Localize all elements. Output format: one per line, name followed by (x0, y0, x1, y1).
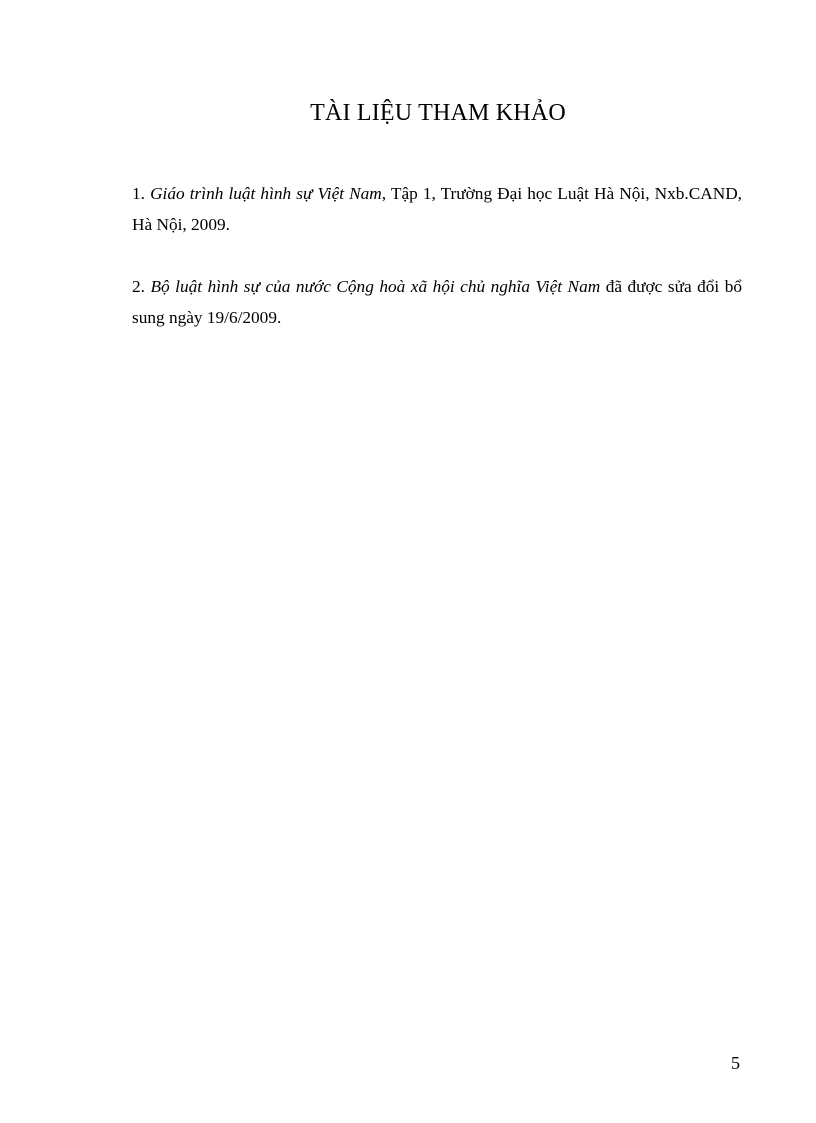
reference-title: Bộ luật hình sự của nước Cộng hoà xã hội chủ nghĩa Việt Nam (150, 277, 601, 296)
page-title: TÀI LIỆU THAM KHẢO (310, 100, 566, 126)
reference-list (132, 178, 742, 364)
reference-number: 1. (132, 184, 145, 203)
reference-item-1 (132, 178, 742, 240)
reference-title: Giáo trình luật hình sự Việt Nam (150, 184, 382, 203)
reference-number: 2. (132, 277, 145, 296)
page-number: 5 (731, 1053, 740, 1073)
reference-item-2 (132, 271, 742, 333)
reference-details: đã được sửa đổi bổ sung ngày 19/6/2009. (132, 277, 742, 327)
reference-details: , Tập 1, Trường Đại học Luật Hà Nội, Nxb.CAND, Hà Nội, 2009. (132, 184, 742, 234)
